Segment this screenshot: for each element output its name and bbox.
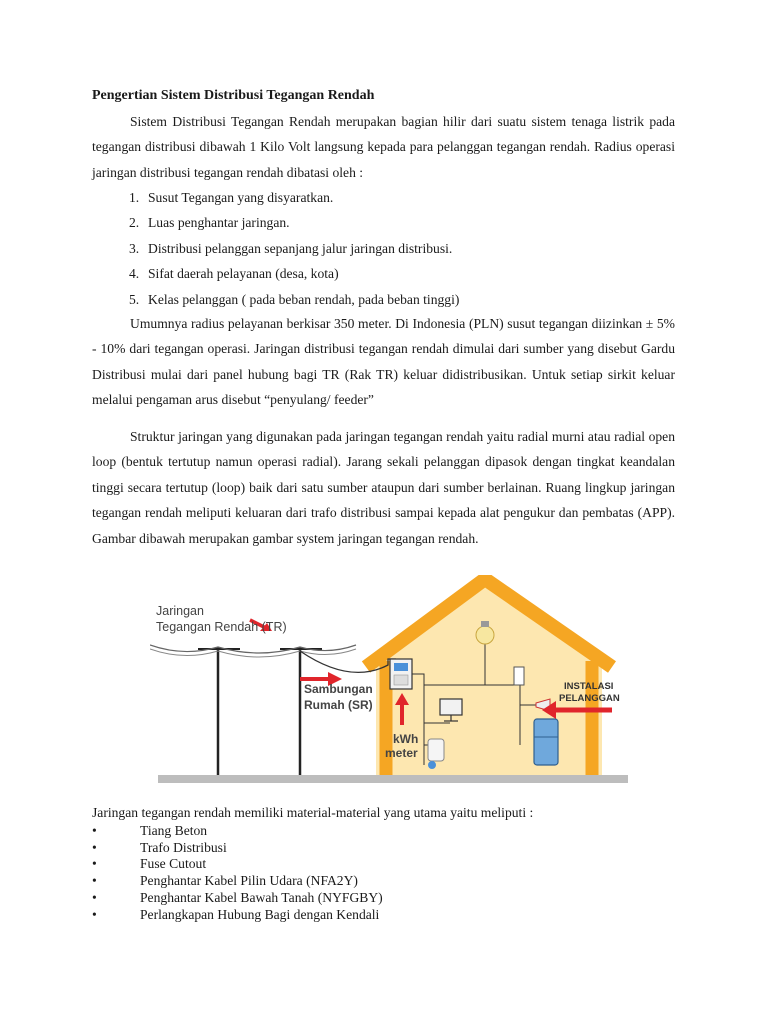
low-voltage-network-illustration: [150, 575, 638, 787]
label-kwh-line1: kWh: [393, 732, 419, 746]
list-item: • Tiang Beton: [92, 823, 208, 838]
list-item: • Penghantar Kabel Pilin Udara (NFA2Y): [92, 873, 358, 889]
label-sr-line1: Sambungan: [304, 682, 373, 696]
list-item: 4. Sifat daerah pelayanan (desa, kota): [129, 266, 339, 282]
label-sr-line2: Rumah (SR): [304, 698, 373, 712]
materials-list: [92, 823, 383, 923]
list-item: • Penghantar Kabel Bawah Tanah (NYFGBY): [92, 889, 383, 905]
section-title: Pengertian Sistem Distribusi Tegangan Rendah: [92, 88, 375, 103]
list-item: 1. Susut Tegangan yang disyaratkan.: [129, 190, 334, 205]
list-item: • Trafo Distribusi: [92, 839, 227, 855]
materials-intro: Jaringan tegangan rendah memiliki material-material yang utama yaitu meliputi :: [92, 805, 534, 820]
label-instalasi-line1: INSTALASI: [564, 681, 614, 692]
paragraph-radius: Umumnya radius pelayanan berkisar 350 meter. Di Indonesia (PLN) susut tegangan diizinkan ± 5% - 10% dari tegangan operasi. Jaringan distribusi tegangan rendah dimulai dari sumber yang disebut Gardu Distribusi mulai dari panel hubung bagi TR (Rak TR) keluar didistribusikan. Untuk setiap sirkit keluar melalui pengaman arus disebut “penyulang/ feeder”: [92, 316, 675, 408]
wall-switch-icon: [514, 667, 524, 685]
label-kwh-line2: meter: [385, 746, 418, 760]
light-bulb-icon: [476, 626, 494, 644]
list-item: 3. Distribusi pelanggan sepanjang jalur jaringan distribusi.: [129, 240, 453, 256]
kwh-meter-display: [394, 663, 408, 671]
tr-conductor-1: [150, 645, 356, 653]
list-item: 2. Luas penghantar jaringan.: [129, 215, 290, 231]
paragraph-intro: Sistem Distribusi Tegangan Rendah merupakan bagian hilir dari suatu sistem tenaga listrik pada tegangan distribusi dibawah 1 Kilo Volt langsung kepada para pelanggan tegangan rendah. Radius operasi jaringan distribusi tegangan rendah dibatasi oleh :: [92, 114, 675, 180]
rice-cooker-icon: [428, 739, 444, 761]
ground-strip: [158, 775, 628, 783]
refrigerator-icon: [534, 719, 558, 765]
network-diagram: [150, 575, 638, 787]
list-item: • Fuse Cutout: [92, 856, 207, 872]
radius-limits-list: [129, 185, 459, 312]
computer-monitor-icon: [440, 699, 462, 715]
label-tr-line1: Jaringan: [156, 604, 204, 618]
list-item: 5. Kelas pelanggan ( pada beban rendah, pada beban tinggi): [129, 291, 460, 307]
label-instalasi-line2: PELANGGAN: [559, 693, 620, 704]
label-tr-line2: Tegangan Rendah (TR): [156, 620, 287, 634]
paragraph-structure: Struktur jaringan yang digunakan pada jaringan tegangan rendah yaitu radial murni atau radial open loop (bentuk tertutup namun operasi radial). Jarang sekali pelanggan dipasok dengan tingkat keandalan tinggi secara tertutup (loop) baik dari satu sumber ataupun dari sumber berlainan. Ruang lingkup jaringan tegangan rendah meliputi keluaran dari trafo distribusi sampai kepada alat pengukur dan pembatas (APP). Gambar dibawah merupakan gambar system jaringan tegangan rendah.: [92, 429, 675, 546]
list-item: • Perlangkapan Hubung Bagi dengan Kendali: [92, 906, 380, 922]
